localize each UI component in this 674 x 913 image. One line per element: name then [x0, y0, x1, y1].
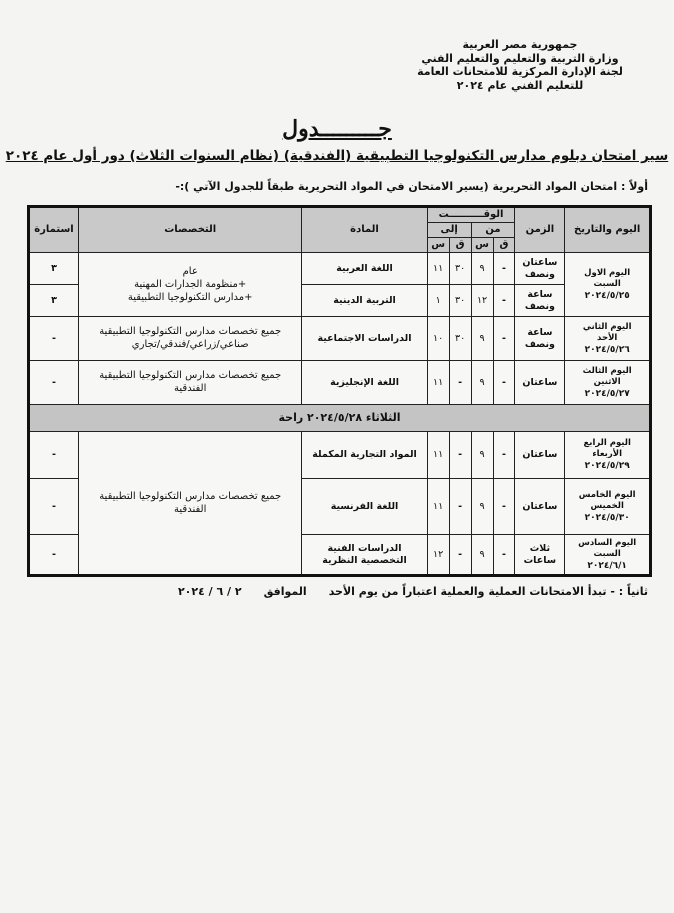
table-row: [29, 317, 651, 361]
header-subject: المادة: [302, 207, 427, 253]
to-s-cell: ١٢: [427, 535, 449, 576]
day-cell: [565, 479, 651, 535]
spec-cell: [79, 432, 302, 576]
day-cell: [565, 361, 651, 405]
day-date: ٢٠٢٤/٥/٢٧: [584, 388, 630, 399]
from-q-cell: -: [493, 285, 515, 317]
spec-cell: [79, 361, 302, 405]
day-cell: [565, 317, 651, 361]
subject-cell: التربية الدينية: [302, 285, 427, 317]
day-name: الأربعاء: [592, 449, 622, 459]
to-s-cell: ١: [427, 285, 449, 317]
day-cell: [565, 253, 651, 317]
form-cell: -: [29, 432, 79, 479]
form-cell: -: [29, 317, 79, 361]
form-cell: ٣: [29, 285, 79, 317]
from-q-cell: -: [493, 432, 515, 479]
subject-cell: اللغة العربية: [302, 253, 427, 285]
from-q-cell: -: [493, 317, 515, 361]
header-line-2: وزارة التربية والتعليم والتعليم الفني: [421, 51, 619, 65]
day-name: السبت: [593, 548, 621, 559]
page-title: [0, 116, 674, 142]
header-to: إلى: [427, 223, 471, 238]
day-name: الأحد: [597, 332, 618, 343]
form-cell: -: [29, 361, 79, 405]
note-second-label: الموافق: [263, 585, 307, 598]
spec-line: جميع تخصصات مدارس التكنولوجيا التطبيقية: [99, 370, 282, 381]
header-from: من: [471, 223, 515, 238]
form-cell: -: [29, 479, 79, 535]
page-title-text: جـــــــــدول: [282, 116, 392, 142]
day-name: الخميس: [590, 500, 624, 511]
spec-cell: [79, 317, 302, 361]
day-date: ٢٠٢٤/٥/٢٦: [584, 344, 630, 355]
day-cell: [565, 535, 651, 576]
from-q-cell: -: [493, 535, 515, 576]
from-s-cell: ٩: [471, 479, 493, 535]
spec-line: صناعي/زراعي/فندقي/تجاري: [131, 339, 249, 350]
to-q-cell: -: [449, 361, 471, 405]
from-s-cell: ٩: [471, 535, 493, 576]
form-cell: -: [29, 535, 79, 576]
header-from-s: س: [471, 238, 493, 253]
duration-cell: ساعتان: [515, 432, 565, 479]
day-label: اليوم الرابع: [583, 438, 631, 448]
rest-day-row: [29, 405, 651, 432]
subject-cell: المواد التجارية المكملة: [302, 432, 427, 479]
to-q-cell: -: [449, 479, 471, 535]
day-date: ٢٠٢٤/٥/٢٥: [584, 290, 630, 301]
to-q-cell: -: [449, 535, 471, 576]
spec-line: الفندقية: [174, 503, 207, 515]
duration-cell: ساعتان ونصف: [515, 253, 565, 285]
duration-cell: ساعتان: [515, 479, 565, 535]
day-date: ٢٠٢٤/٥/٣٠: [584, 512, 630, 523]
exam-schedule-table: [27, 205, 652, 577]
spec-line: جميع تخصصات مدارس التكنولوجيا التطبيقية: [99, 326, 282, 337]
day-label: اليوم الثالث: [582, 365, 632, 376]
header-from-q: ق: [493, 238, 515, 253]
from-s-cell: ٩: [471, 361, 493, 405]
from-s-cell: ٩: [471, 317, 493, 361]
to-q-cell: ٣٠: [449, 253, 471, 285]
day-label: اليوم الثاني: [582, 321, 632, 332]
from-q-cell: -: [493, 361, 515, 405]
day-label: اليوم الخامس: [578, 489, 636, 500]
subject-cell: اللغة الفرنسية: [302, 479, 427, 535]
duration-cell: ساعة ونصف: [515, 317, 565, 361]
to-s-cell: ١١: [427, 432, 449, 479]
table-row: [29, 253, 651, 285]
spec-line: جميع تخصصات مدارس التكنولوجيا التطبيقية: [99, 490, 282, 502]
table-row: [29, 432, 651, 479]
spec-line: +منظومة الجدارات المهنية: [134, 278, 247, 290]
header-day-date: اليوم والتاريخ: [565, 207, 651, 253]
ministry-header: [410, 38, 630, 92]
spec-line: +مدارس التكنولوجيا التطبيقية: [127, 291, 253, 303]
from-s-cell: ٩: [471, 253, 493, 285]
table-row: [29, 361, 651, 405]
to-s-cell: ١١: [427, 479, 449, 535]
header-line-3: لجنة الإدارة المركزية للامتحانات العامة: [417, 65, 623, 78]
day-name: السبت: [593, 278, 621, 289]
spec-cell: [79, 253, 302, 317]
header-duration: الزمن: [515, 207, 565, 253]
spec-line: الفندقية: [174, 383, 207, 394]
to-s-cell: ١٠: [427, 317, 449, 361]
duration-cell: ساعة ونصف: [515, 285, 565, 317]
header-specializations: التخصصات: [79, 207, 302, 253]
day-name: الاثنين: [593, 376, 621, 387]
day-label: اليوم الاول: [584, 267, 631, 278]
header-to-s: س: [427, 238, 449, 253]
rest-day-label: الثلاثاء ٢٠٢٤/٥/٢٨ راحة: [29, 405, 651, 432]
subject-cell: الدراسات الاجتماعية: [302, 317, 427, 361]
subject-cell: الدراسات الفنية التخصصية النظرية: [302, 535, 427, 576]
to-s-cell: ١١: [427, 253, 449, 285]
from-s-cell: ١٢: [471, 285, 493, 317]
duration-cell: ثلاث ساعات: [515, 535, 565, 576]
header-to-q: ق: [449, 238, 471, 253]
day-date: ٢٠٢٤/٦/١: [587, 560, 627, 571]
to-s-cell: ١١: [427, 361, 449, 405]
to-q-cell: -: [449, 432, 471, 479]
day-date: ٢٠٢٤/٥/٢٩: [584, 461, 630, 471]
header-form: استمارة: [29, 207, 79, 253]
form-cell: ٣: [29, 253, 79, 285]
day-cell: [565, 432, 651, 479]
header-time: الوقــــــــــت: [427, 207, 515, 223]
note-first: أولاً : امتحان المواد التحريرية (يسير الامتحان في المواد التحريرية طبقاً للجدول الآتي ):-: [175, 180, 648, 193]
subject-cell: اللغة الإنجليزية: [302, 361, 427, 405]
header-line-1: جمهورية مصر العربية: [462, 38, 578, 51]
from-q-cell: -: [493, 253, 515, 285]
schedule-subtitle: سير امتحان دبلوم مدارس التكنولوجيا التطبيقية (الفندقية) (نظام السنوات الثلاث) دور أول عام ٢٠٢٤: [5, 148, 669, 164]
note-second-date: ٢ / ٦ / ٢٠٢٤: [177, 585, 242, 598]
note-second: [38, 585, 648, 598]
from-q-cell: -: [493, 479, 515, 535]
to-q-cell: ٣٠: [449, 317, 471, 361]
header-line-4: للتعليم الفني عام ٢٠٢٤: [456, 78, 584, 92]
from-s-cell: ٩: [471, 432, 493, 479]
duration-cell: ساعتان: [515, 361, 565, 405]
note-second-text: ثانياً : - تبدأ الامتحانات العملية والعملية اعتباراً من يوم الأحد: [328, 585, 648, 598]
spec-line: عام: [182, 265, 198, 277]
to-q-cell: ٣٠: [449, 285, 471, 317]
day-label: اليوم السادس: [578, 537, 637, 548]
